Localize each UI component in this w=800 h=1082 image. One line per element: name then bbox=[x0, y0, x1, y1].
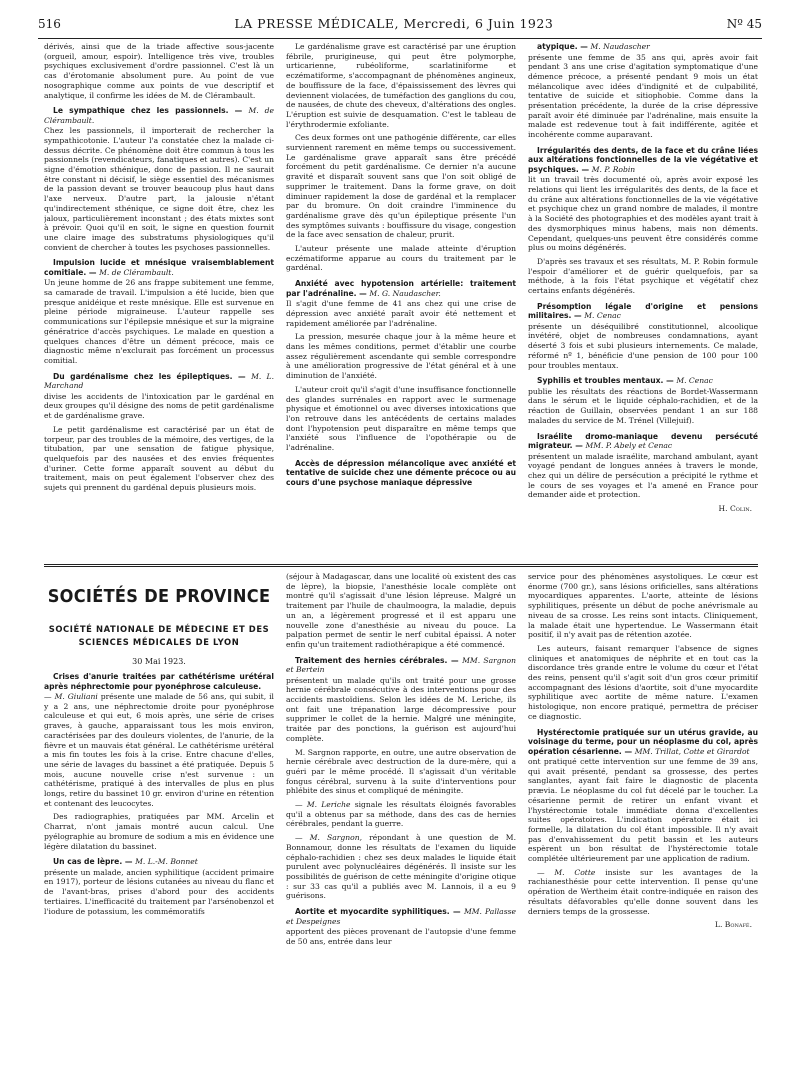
author: M. G. Naudascher. bbox=[369, 288, 441, 298]
paragraph-text: présente une malade de 56 ans, qui subit, il y a 2 ans, une néphrectomie droite pour pyonéphrose calculeuse et qui eut, 6 mois après, une série de crises graves, à gauche, apparaissant tous les mois environ, caractérisées par des douleurs violentes, de l'anurie, de la fièvre et un mauvais état général. Le cathétérisme urétéral a mis fin toutes les fois à la crise. Entre chacune d'elles, une série de lavages du bassinet a été pratiquée. Depuis 5 mois, aucune nouvelle crise n'est survenue : un cathétérisme, pratiqué à des intervalles de plus en plus longs, retire du bassinet 10 gr. environ d'urine en rétention et contenant des leucocytes. bbox=[44, 692, 274, 808]
paragraph: apportent des pièces provenant de l'autopsie d'une femme de 50 ans, entrée dans leur bbox=[286, 927, 516, 946]
author: M. Cenac bbox=[676, 376, 713, 386]
article-heading: Aortite et myocardite syphilitiques. — MM. Pallasse et Despeignes bbox=[286, 907, 516, 926]
top-section bbox=[44, 42, 758, 562]
author: M. P. Robin bbox=[591, 164, 636, 174]
column-6 bbox=[528, 572, 758, 1072]
heading-text: Le sympathique chez les passionnels. bbox=[53, 106, 229, 116]
paragraph-text: répondant à une question de M. Bonnamour, donne les résultats de l'examen du liquide céphalo-rachidien : chez ses deux malades le liquide était purulent avec polynucléaires dégénérés. Il insiste sur les possibilités de guérison de cette méningite d'origine otique : sur 33 cas qu'il a publiés avec M. Lannois, il a eu 9 guérisons. bbox=[286, 833, 516, 901]
paragraph: — M. Giuliani présente une malade de 56 ans, qui subit, il y a 2 ans, une néphrectomie droite pour pyonéphrose calculeuse et qui eut, 6 mois après, une série de crises graves, à gauche, apparaissant tous les mois environ, caractérisées par des douleurs violentes, de l'anurie, de la fièvre et un mauvais état général. Le cathétérisme urétéral a mis fin toutes les fois à la crise. Entre chacune d'elles, une série de lavages du bassinet a été pratiquée. Depuis 5 mois, aucune nouvelle crise n'est survenue : un cathétérisme, pratiqué à des intervalles de plus en plus longs, retire du bassinet 10 gr. environ d'urine en rétention et contenant des leucocytes. bbox=[44, 692, 274, 808]
paragraph: — M. Leriche signale les résultats éloignés favorables qu'il a obtenus par sa méthode, dans des cas de hernies cérébrales, pendant la guerre. bbox=[286, 800, 516, 829]
paragraph: — M. Sargnon, répondant à une question de M. Bonnamour, donne les résultats de l'examen du liquide céphalo-rachidien : chez ses deux malades le liquide était purulent avec polynucléaires dégénérés. Il insiste sur les possibilités de guérison de cette méningite d'origine otique : sur 33 cas qu'il a publiés avec M. Lannois, il a eu 9 guérisons. bbox=[286, 833, 516, 901]
paragraph: L'auteur croit qu'il s'agit d'une insuffisance fonctionnelle des glandes surrénales en rapport avec le surmenage physique et émotionnel ou avec diverses intoxications que l'on retrouve dans les antécédents de certains malades dont l'hypotension peut disparaître en même temps que l'anxiété sous l'influence de l'opothérapie ou de l'adrénaline. bbox=[286, 384, 516, 453]
author: M. Cenac bbox=[584, 311, 621, 321]
heading-text: Impulsion lucide et mnésique vraisemblablement comitiale. bbox=[44, 258, 274, 277]
signature: H. Colin. bbox=[718, 504, 752, 514]
author: M. Naudascher bbox=[590, 42, 650, 51]
column-5 bbox=[286, 572, 516, 1072]
paragraph: M. Sargnon rapporte, en outre, une autre observation de hernie cérébrale avec destruction de la dure-mère, qui a guéri par le même procédé. Il s'agissait d'un véritable fongus cérébral, survenu à la suite d'interventions pour phlébite des sinus et compliqué de méningite. bbox=[286, 747, 516, 796]
author: MM. Pallasse et Despeignes bbox=[286, 907, 516, 926]
heading-text: Du gardénalisme chez les épileptiques. bbox=[53, 371, 233, 381]
author: M. L. Marchand bbox=[44, 371, 274, 391]
article-heading: Traitement des hernies cérébrales. — MM. Sargnon et Bertein bbox=[286, 655, 516, 675]
paragraph: Les auteurs, faisant remarquer l'absence de signes cliniques et anatomiques de néphrite et en tout cas la discordance très grande entre le volume du cœur et l'état des reins, pensent qu'il s'agit soit d'un gros cœur primitif accompagnant des lésions d'aortite, soit d'une myocardite syphilitique avec aortite de même nature. L'examen histologique, non encore pratiqué, permettra de préciser ce diagnostic. bbox=[528, 643, 758, 721]
heading-text: Un cas de lèpre. bbox=[53, 857, 123, 867]
paragraph-text: signale les résultats éloignés favorables qu'il a obtenus par sa méthode, dans des cas de hernies cérébrales, pendant la guerre. bbox=[286, 800, 516, 829]
section-divider bbox=[44, 564, 758, 565]
paragraph: divise les accidents de l'intoxication par le gardénal en deux groupes qu'il désigne des noms de petit gardénalisme et de gardénalisme grave. bbox=[44, 391, 274, 421]
paragraph: D'après ses travaux et ses résultats, M. P. Robin formule l'espoir d'améliorer et de guérir quelquefois, par sa méthode, à la fois l'état psychique et végétatif chez certains enfants dégénérés. bbox=[528, 256, 758, 296]
page-number: 516 bbox=[38, 17, 61, 31]
heading-text: Aortite et myocardite syphilitiques. bbox=[295, 907, 450, 917]
author: M. de Clérambault. bbox=[99, 267, 174, 277]
author: M. Giuliani bbox=[54, 692, 98, 701]
author: M. Leriche bbox=[306, 800, 351, 810]
section-title: SOCIÉTÉS DE PROVINCE bbox=[47, 586, 271, 607]
paragraph: Le petit gardénalisme est caractérisé par un état de torpeur, par des troubles de la mémoire, des vertiges, de la titubation, par une sensation de fatigue physique, quelquefois par des nausées et des envies fréquentes d'uriner. Cette forme apparaît souvent au début du traitement, mais on peut également l'observer chez des sujets qui prennent du gardénal depuis plusieurs mois. bbox=[44, 424, 274, 493]
author: M. de Clérambault. bbox=[44, 106, 274, 125]
heading-text: atypique. bbox=[537, 42, 578, 51]
column-1 bbox=[44, 42, 274, 562]
newspaper-title: LA PRESSE MÉDICALE, Mercredi, 6 Juin 1923 bbox=[234, 16, 554, 31]
article-heading: Présomption légale d'origine et pensions militaires. — M. Cenac bbox=[528, 301, 758, 321]
author: MM. Sargnon et Bertein bbox=[286, 655, 516, 675]
paragraph: présente un déséquilibré constitutionnel, alcoolique invétéré, objet de nombreuses condamnations, ayant déserté 3 fois et subi plusieurs internements. Ce malade, réformé nº 1, bénéficie d'une pension de 100 pour 100 pour troubles mentaux. bbox=[528, 321, 758, 370]
paragraph: présente une femme de 35 ans qui, après avoir fait pendant 3 ans une crise d'agitation symptomatique d'une démence précoce, a présenté pendant 9 mois un état mélancolique avec idées d'indignité et de culpabilité, tentative de suicide et sitiophobie. Comme dans la présentation précédente, la durée de la crise dépressive paraît avoir été diminuée par l'adrénaline, mais ensuite la malade est redevenue tout à fait indifférente, agitée et incohérente comme auparavant. bbox=[528, 52, 758, 140]
author: MM. P. Abely et Cenac bbox=[585, 441, 673, 451]
meeting-date: 30 Mai 1923. bbox=[132, 657, 186, 666]
author: M. L.-M. Bonnet bbox=[135, 857, 198, 867]
paragraph-text: insiste sur les avantages de la rachianesthésie pour cette intervention. Il pense qu'une opération de Wertheim était contre-indiquée en raison des résultats défavorables qu'elle donne souvent dans les derniers temps de la grossesse. bbox=[528, 867, 758, 916]
article-heading: Syphilis et troubles mentaux. — M. Cenac bbox=[537, 376, 713, 386]
paragraph: service pour des phénomènes asystoliques. Le cœur est énorme (700 gr.), sans lésions orificielles, sans altérations myocardiques apparentes. L'aorte, atteinte de lésions syphilitiques, présente un début de poche anévrismale au niveau de sa crosse. Les reins sont intacts. Cliniquement, la malade était une hypertendue. Le Wassermann était positif, il n'y avait pas de rétention azotée. bbox=[528, 572, 758, 640]
heading-text: Syphilis et troubles mentaux. bbox=[537, 376, 664, 386]
heading-text: Présomption légale d'origine et pensions militaires. bbox=[528, 301, 758, 321]
paragraph: lit un travail très documenté où, après avoir exposé les relations qui lient les irrégularités des dents, de la face et du crâne aux altérations fonctionnelles de la vie végétative et psychique chez un grand nombre de malades, il montre à la Société des photographies et des modèles ayant trait à des dysmorphiques minus habens, mais non déments. Cependant, quelques-uns peuvent être considérés comme plus ou moins dégénérés. bbox=[528, 175, 758, 253]
paragraph: L'auteur présente une malade atteinte d'éruption eczématiforme apparue au cours du traitement par le gardénal. bbox=[286, 244, 516, 273]
article-heading: Israélite dromo-maniaque devenu persécuté migrateur. — MM. P. Abely et Cenac bbox=[528, 431, 758, 451]
heading-text: Traitement des hernies cérébrales. bbox=[295, 655, 448, 665]
article-heading: Irrégularités des dents, de la face et du crâne liées aux altérations fonctionnelles de la vie végétative et psychiques. — M. P. Robin bbox=[528, 145, 758, 174]
provinces-section bbox=[44, 572, 758, 1072]
paragraph: dérivés, ainsi que de la triade affective sous-jacente (orgueil, amour, espoir). Intelligence très vive, troubles psychiques exclusivement d'ordre passionnel. C'est là un cas d'érotomanie absolument pure. Au point de vue nosographique comme aux points de vue descriptif et analytique, il confirme les idées de M. de Clérambault. bbox=[44, 42, 274, 100]
paragraph: présentent un malade qu'ils ont traité pour une grosse hernie cérébrale consécutive à des interventions pour des accidents mastoïdiens. Selon les idées de M. Leriche, ils ont fait une trépanation large décompressive pour supprimer le collet de la hernie. Malgré une méningite, traitée par des ponctions, la guérison est aujourd'hui complète. bbox=[286, 675, 516, 743]
heading-text: Hystérectomie pratiquée sur un utérus gravide, au voisinage du terme, pour un néoplasme du col, après opération césarienne. bbox=[528, 727, 758, 756]
paragraph: La pression, mesurée chaque jour à la même heure et dans les mêmes conditions, permet d'établir une courbe assez régulièrement ascendante qui semble correspondre à une amélioration progressive de l'état général et à une diminution de l'anxiété. bbox=[286, 332, 516, 381]
article-heading: Impulsion lucide et mnésique vraisemblablement comitiale. — M. de Clérambault. bbox=[44, 258, 274, 277]
author: MM. Trillat, Cotte et Girardot bbox=[634, 746, 750, 756]
paragraph: présentent un malade israélite, marchand ambulant, ayant voyagé pendant de longues années à travers le monde, chez qui un délire de persécution a précipité le rythme et le cours de ses voyages et l'a amené en France pour demander aide et protection. bbox=[528, 451, 758, 500]
paragraph: (séjour à Madagascar, dans une localité où existent des cas de lèpre), la biopsie, l'anesthésie locale complète ont montré qu'il s'agissait d'une lésion lépreuse. Malgré un traitement par l'huile de chaulmoogra, la maladie, depuis un an, a légèrement progressé et il est apparu une nouvelle zone d'anesthésie au niveau du pouce. La palpation permet de sentir le nerf cubital épaissi. A noter enfin qu'un traitement radiothérapique a été commencé. bbox=[286, 572, 516, 649]
signature: L. Bonafé. bbox=[714, 920, 752, 930]
paragraph: — M. Cotte insiste sur les avantages de la rachianesthésie pour cette intervention. Il pense qu'une opération de Wertheim était contre-indiquée en raison des résultats défavorables qu'elle donne souvent dans les derniers temps de la grossesse. bbox=[528, 867, 758, 916]
article-heading: Hystérectomie pratiquée sur un utérus gravide, au voisinage du terme, pour un néoplasme du col, après opération césarienne. — MM. Trillat, Cotte et Girardot bbox=[528, 727, 758, 756]
article-heading: atypique. — M. Naudascher bbox=[537, 42, 650, 51]
paragraph: présente un malade, ancien syphilitique (accident primaire en 1917), porteur de lésions cutanées au niveau du flanc et de l'avant-bras, prises d'abord pour des accidents tertiaires. L'inefficacité du traitement par l'arsénobenzol et l'iodure de potassium, les commémoratifs bbox=[44, 867, 274, 916]
article-heading: Du gardénalisme chez les épileptiques. — M. L. Marchand bbox=[44, 371, 274, 391]
heading-text: Anxiété avec hypotension artérielle: traitement par l'adrénaline. bbox=[286, 279, 516, 298]
heading-text: Irrégularités des dents, de la face et du crâne liées aux altérations fonctionnelles de la vie végétative et psychiques. bbox=[528, 145, 758, 174]
paragraph: Ces deux formes ont une pathogénie différente, car elles surviennent rarement en même temps ou successivement. Le gardénalisme grave apparaît sans être précédé forcément du petit gardénalisme. Ce dernier n'a aucune gravité et disparaît souvent sans que l'on soit obligé de supprimer le traitement. Dans la forme grave, on doit diminuer rapidement la dose de gardénal et la remplacer par du bromure. On doit craindre l'imminence du gardénalisme grave dès qu'un épileptique présente l'un des symptômes suivants : bouffissure du visage, congestion de la face avec sensation de chaleur, prurit. bbox=[286, 133, 516, 240]
paragraph: Chez les passionnels, il importerait de rechercher la sympathicotonie. L'auteur l'a constatée chez la malade ci-dessus décrite. Ce phénomène doit être commun à tous les passionnels (revendicateurs, fanatiques et autres). C'est un signe d'émotion sthénique, donc de passion. Il ne saurait être constant ni décisif, le siège essentiel des mécanismes de la passion devant se trouver beaucoup plus haut dans l'axe nerveux. D'autre part, la jalousie n'étant qu'indirectement sthénique, ce signe doit être, chez les jaloux, particulièrement inconstant ; des états mixtes sont à prévoir. Quoi qu'il en soit, le signe en question fournit une claire image des substratums physiologiques qu'il convient de chercher à toutes les psychoses passionnelles. bbox=[44, 126, 274, 252]
article-heading: Crises d'anurie traitées par cathétérisme urétéral après néphrectomie pour pyonéphrose calculeuse. bbox=[44, 672, 274, 691]
heading-text: Israélite dromo-maniaque devenu persécuté migrateur. bbox=[528, 431, 758, 451]
paragraph: Le gardénalisme grave est caractérisé par une éruption fébrile, prurigineuse, qui peut être polymorphe, urticarienne, rubéoliforme, scarlatiniforme et eczématiforme, s'accompagnant de phénomènes angineux, de bouffissure de la face, d'épaississement des lèvres qui deviennent violacées, de tuméfaction des ganglions du cou, de nausées, de chute des cheveux, d'altérations des ongles. L'éruption est suivie de desquamation. C'est le tableau de l'érythrodermie exfoliante. bbox=[286, 42, 516, 129]
column-3 bbox=[528, 42, 758, 562]
author: M. Cotte bbox=[554, 867, 596, 877]
article-heading: Le sympathique chez les passionnels. — M. de Clérambault. bbox=[44, 106, 274, 125]
paragraph: Un jeune homme de 26 ans frappe subitement une femme, sa camarade de travail. L'impulsion a été lucide, bien que presque anidéique et reste mnésique. Elle est survenue en pleine période migraineuse. L'auteur rappelle ses communications sur l'épilepsie mnésique et sur la migraine génératrice d'accès psychiques. Le malade en question a quelques chances d'être un dément précoce, mais ce diagnostic même n'exclurait pas forcément un processus comitial. bbox=[44, 278, 274, 365]
paragraph: Des radiographies, pratiquées par MM. Arcelin et Charrat, n'ont jamais montré aucun calcul. Une pyélographie au bromure de sodium a mis en évidence une légère dilatation du bassinet. bbox=[44, 812, 274, 851]
section-divider bbox=[44, 566, 758, 567]
author: M. Sargnon, bbox=[309, 833, 363, 843]
paragraph: Il s'agit d'une femme de 41 ans chez qui une crise de dépression avec anxiété paraît avoir été nettement et rapidement améliorée par l'adrénaline. bbox=[286, 299, 516, 328]
column-4 bbox=[44, 572, 274, 1072]
society-name: SOCIÉTÉ NATIONALE DE MÉDECINE ET DES SCIENCES MÉDICALES DE LYON bbox=[48, 624, 270, 647]
article-heading: Accès de dépression mélancolique avec anxiété et tentative de suicide chez une démente précoce ou au cours d'une psychose maniaque dépressive bbox=[286, 458, 516, 487]
article-heading: Anxiété avec hypotension artérielle: traitement par l'adrénaline. — M. G. Naudascher. bbox=[286, 279, 516, 298]
page-header bbox=[38, 16, 762, 39]
column-2 bbox=[286, 42, 516, 562]
paragraph: ont pratiqué cette intervention sur une femme de 39 ans, qui avait présenté, pendant sa grossesse, des pertes sanglantes, ayant fait faire le diagnostic de placenta prævia. Le néoplasme du col fut décelé par le toucher. La césarienne permit de retirer un enfant vivant et l'hystérectomie totale immédiate donna d'excellentes suites opératoires. L'indication opératoire était ici formelle, la dilatation du col étant impossible. Il n'y avait pas d'envahissement du petit bassin et les auteurs espèrent un bon résultat de l'hystérectomie totale complétée ultérieurement par une application de radium. bbox=[528, 757, 758, 864]
article-heading: Un cas de lèpre. — M. L.-M. Bonnet bbox=[53, 857, 198, 867]
issue-number: Nº 45 bbox=[726, 17, 762, 31]
paragraph: publie les résultats des réactions de Bordet-Wassermann dans le sérum et le liquide céphalo-rachidien, et de la réaction de Guillain, observées pendant 1 an sur 188 malades du service de M. Trénel (Villejuif). bbox=[528, 386, 758, 425]
